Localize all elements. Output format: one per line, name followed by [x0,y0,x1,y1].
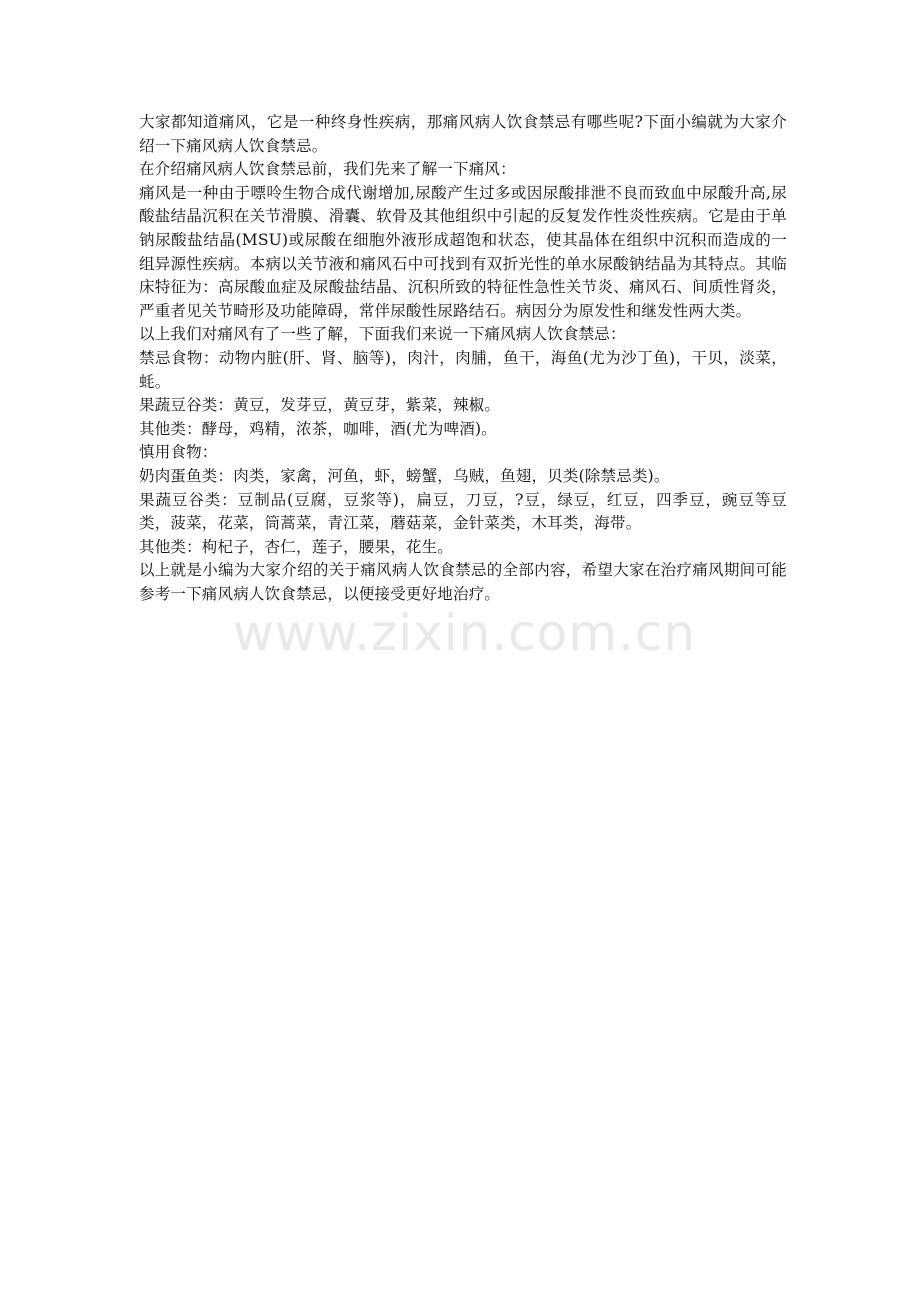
watermark: www.zixin.com.cn [233,604,697,662]
paragraph-transition: 以上我们对痛风有了一些了解，下面我们来说一下痛风病人饮食禁忌： [139,325,626,344]
paragraph-caution-meat: 奶肉蛋鱼类：肉类，家禽，河鱼，虾，螃蟹，乌贼，鱼翅，贝类(除禁忌类)。 [139,466,670,485]
paragraph-definition: 痛风是一种由于嘌呤生物合成代谢增加,尿酸产生过多或因尿酸排泄不良而致血中尿酸升高,尿酸盐结晶沉积在关节滑膜、滑囊、软骨及其他组织中引起的反复发作性炎性疾病。它是由于单钠尿酸盐结晶(MSU)或尿酸在细胞外液形成超饱和状态，使其晶体在组织中沉积而造成的一组异源性疾病。本病以关节液和痛风石中可找到有双折光性的单水尿酸钠结晶为其特点。其临床特征为：高尿酸血症及尿酸盐结晶、沉积所致的特征性急性关节炎、痛风石、间质性肾炎，严重者见关节畸形及功能障碍，常伴尿酸性尿路结石。病因分为原发性和继发性两大类。 [139,183,787,320]
paragraph-caution-heading: 慎用食物： [139,443,218,462]
paragraph-intro: 大家都知道痛风，它是一种终身性疾病，那痛风病人饮食禁忌有哪些呢?下面小编就为大家介绍一下痛风病人饮食禁忌。 [139,113,787,155]
paragraph-forbidden-foods: 禁忌食物：动物内脏(肝、肾、脑等)，肉汁，肉脯，鱼干，海鱼(尤为沙丁鱼)，干贝，淡菜，蚝。 [139,348,787,391]
paragraph-caution-vegetables: 果蔬豆谷类：豆制品(豆腐，豆浆等)，扁豆，刀豆，?豆，绿豆，红豆，四季豆，豌豆等豆类，菠菜，花菜，筒蒿菜，青江菜，蘑菇菜，金针菜类，木耳类，海带。 [139,490,787,533]
paragraph-forbidden-others: 其他类：酵母，鸡精，浓茶，咖啡，酒(尤为啤酒)。 [139,419,497,438]
paragraph-preface: 在介绍痛风病人饮食禁忌前，我们先来了解一下痛风： [139,160,516,179]
paragraph-conclusion: 以上就是小编为大家介绍的关于痛风病人饮食禁忌的全部内容，希望大家在治疗痛风期间可能参考一下痛风病人饮食禁忌，以便接受更好地治疗。 [139,561,787,603]
paragraph-forbidden-vegetables: 果蔬豆谷类：黄豆，发芽豆，黄豆芽，紫菜，辣椒。 [139,396,501,415]
article-body [139,111,787,606]
paragraph-caution-others: 其他类：枸杞子，杏仁，莲子，腰果，花生。 [139,537,454,556]
